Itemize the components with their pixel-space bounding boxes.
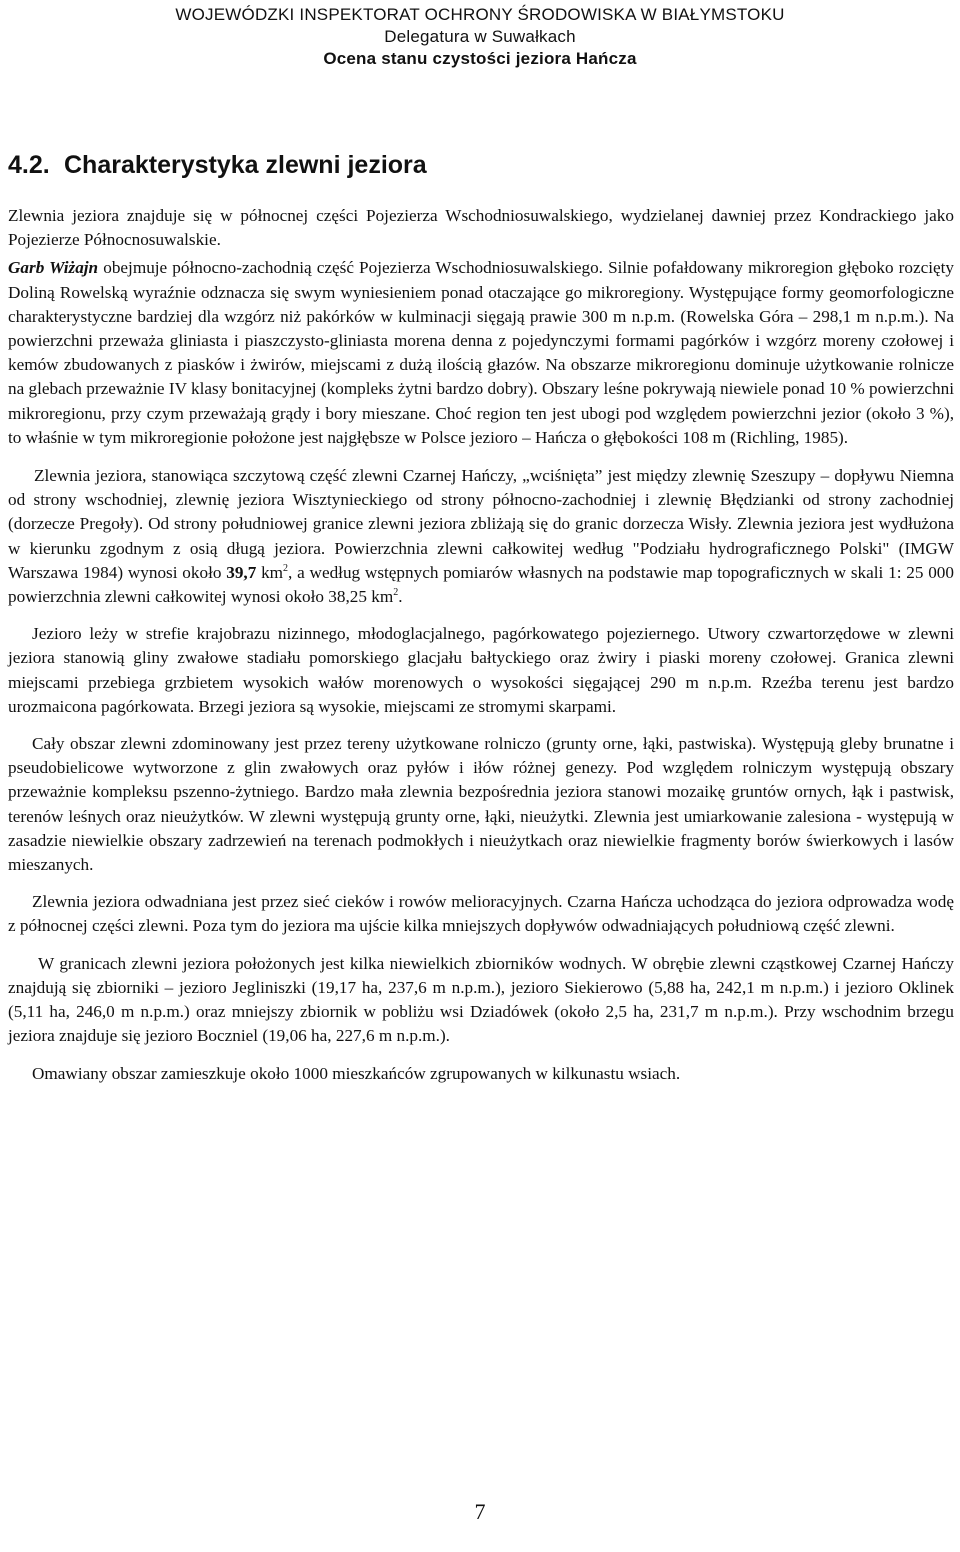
section-number: 4.2. [8,151,50,179]
paragraph-5: Cały obszar zlewni zdominowany jest przez tereny użytkowane rolniczo (grunty orne, łąki, pastwiska). Występują gleby brunatne i pseudobielicowe wytworzone z glin zwałowych oraz pyłów i iłów różnej genezy. Pod względem rolniczym występują obszary przeważnie kompleksu pszenno-żytniego. Bardzo mała zlewnia bezpośrednia jeziora stanowi mozaikę gruntów ornych, łąk i pastwisk, terenów leśnych oraz nieużytków. W zlewni występują grunty orne, łąki, nieużytki. Zlewnia jest umiarkowanie zalesiona - występują w zasadzie niewielkie obszary zadrzewień na terenach podmokłych i nieużytkach oraz niewielkie fragmenty borów świerkowych i lasów mieszanych. [8,734,954,875]
section-title: Charakterystyka zlewni jeziora [64,151,427,179]
paragraph-3-text-b: km [256,562,284,582]
section-heading [8,148,427,182]
paragraph-8: Omawiany obszar zamieszkuje około 1000 mieszkańców zgrupowanych w kilkunastu wsiach. [32,1063,681,1083]
header-report-title: Ocena stanu czystości jeziora Hańcza [323,49,637,68]
superscript-2: 2 [393,587,399,599]
paragraph-2 [8,256,954,450]
header-branch: Delegatura w Suwałkach [384,27,576,46]
paragraph-3-text-c: , a według wstępnych pomiarów własnych na podstawie map topograficznych w skali 1: 25 000 powierzchnia zlewni całkowitej wynosi około 38,25 km [8,562,954,607]
paragraph-2-lead: Garb Wiżajn [8,258,99,278]
paragraph-2-text: obejmuje północno-zachodnią część Pojezierza Wschodniosuwalskiego. Silnie pofałdowany mikroregion głęboko rozcięty Doliną Rowelską wyraźnie odznacza się swym wyniesieniem ponad otaczające go mikroregiony. Występujące formy geomorfologiczne charakterystyczne bardziej dla wzgórz niż pakórków w kulminacji sięgają prawie 300 m n.p.m. (Rowelska Góra – 298,1 m n.p.m.). Na powierzchni przeważa gliniasta i piaszczysto-gliniasta morena denna z pojedynczymi formami pagórków i wzgórz moreny czołowej i kemów zbudowanych z piasków i żwirów, miejscami z dużą ilością głazów. Na obszarze mikroregionu dominuje użytkowanie rolnicze na glebach przeważnie IV klasy bonitacyjnej (kompleks żytni bardzo dobry). Obszary leśne pokrywają niewiele ponad 10 % powierzchni mikroregionu, przy czym przeważają grądy i bory mieszane. Choć region ten jest ubogi pod względem powierzchni jezior (około 3 %), to właśnie w tym mikroregionie położone jest najgłębsze w Polsce jezioro – Hańcza o głębokości 108 m (Richling, 1985). [8,258,954,447]
catchment-area-value: 39,7 [226,562,257,582]
paragraph-4: Jezioro leży w strefie krajobrazu nizinnego, młodoglacjalnego, pagórkowatego pojeziernego. Utwory czwartorzędowe w zlewni jeziora stanowią gliny zwałowe stadiału pomorskiego glacjału bałtyckiego oraz żwiry i piaski moreny czołowej. Granica zlewni miejscami przebiega grzbietem wysokich wałów morenowych o wysokości sięgającej 290 m n.p.m. Rzeźba terenu jest bardzo urozmaicona pagórkowata. Brzegi jeziora są wysokie, miejscami ze stromymi skarpami. [8,624,954,716]
paragraph-3-text-d: . [398,587,403,607]
body-text [8,204,954,1086]
paragraph-3-text-a: Zlewnia jeziora, stanowiąca szczytową część zlewni Czarnej Hańczy, „wciśnięta” jest między zlewnię Szeszupy – dopływu Niemna od strony wschodniej, zlewnię jeziora Wisztynieckiego od strony północno-zachodniej i zlewnię Błędzianki od strony zachodniej (dorzecze Pregoły). Od strony południowej granice zlewni jeziora zbliżają się do granic dorzecza Wisły. Zlewnia jeziora jest wydłużona w kierunku zgodnym z osią długą jeziora. Powierzchnia zlewni całkowitej według "Podziału hydrograficznego Polski" (IMGW Warszawa 1984) wynosi około [8,466,954,582]
page-number: 7 [474,1499,486,1524]
paragraph-7: W granicach zlewni jeziora położonych jest kilka niewielkich zbiorników wodnych. W obrębie zlewni cząstkowej Czarnej Hańczy znajdują się zbiorniki – jezioro Jegliniszki (19,17 ha, 237,6 m n.p.m.), jezioro Siekierowo (5,88 ha, 242,1 m n.p.m.) i jezioro Oklinek (5,11 ha, 246,0 m n.p.m.) oraz mniejszy zbiornik w pobliżu wsi Dziadówek (około 2,5 ha, 231,7 m n.p.m.). Przy wschodnim brzegu jeziora znajduje się jezioro Boczniel (19,06 ha, 227,6 m n.p.m.). [8,953,954,1046]
header-organization: WOJEWÓDZKI INSPEKTORAT OCHRONY ŚRODOWISKA W BIAŁYMSTOKU [175,5,785,24]
page-header [0,4,960,70]
paragraph-1: Zlewnia jeziora znajduje się w północnej części Pojezierza Wschodniosuwalskiego, wydzielanej dawniej przez Kondrackiego jako Pojezierze Północnosuwalskie. [8,206,954,250]
paragraph-6: Zlewnia jeziora odwadniana jest przez sieć cieków i rowów melioracyjnych. Czarna Hańcza uchodząca do jeziora odprowadza wodę z północnej części zlewni. Poza tym do jeziora ma ujście kilka mniejszych dopływów odwadniających południową część zlewni. [8,892,954,936]
paragraph-3 [8,464,954,609]
superscript-2: 2 [283,562,289,574]
